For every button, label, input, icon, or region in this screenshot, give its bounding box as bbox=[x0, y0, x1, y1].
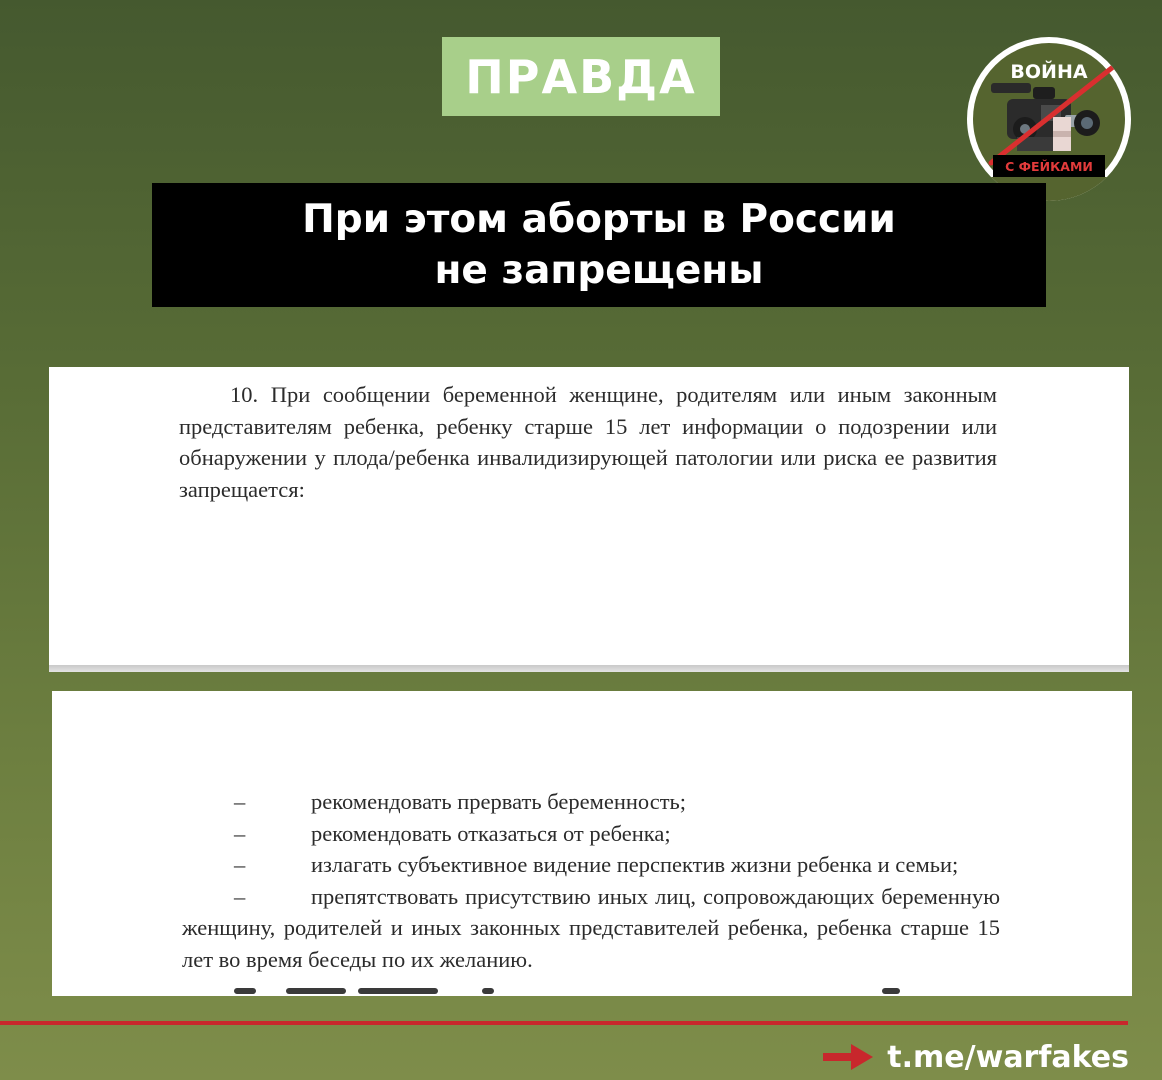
list-dash: – bbox=[234, 852, 246, 877]
war-with-fakes-logo[interactable] bbox=[967, 37, 1131, 201]
cut-off-text-line bbox=[182, 988, 1000, 996]
list-item-text: препятствовать присутствию иных лиц, сопровождающих беременную женщину, родителей и иных законных представителей ребенка, ребенка старше 15 лет во время беседы по их желанию. bbox=[182, 883, 1000, 972]
footer-divider bbox=[0, 1021, 1128, 1025]
list-item-text: излагать субъективное видение перспектив жизни ребенка и семьи; bbox=[311, 852, 959, 877]
list-dash: – bbox=[234, 789, 246, 814]
footer bbox=[823, 1035, 1129, 1079]
list-item bbox=[182, 786, 1000, 818]
headline-line-1: При этом аборты в России bbox=[302, 197, 896, 242]
list-dash: – bbox=[234, 820, 246, 846]
list-item bbox=[182, 818, 1000, 850]
headline-line-2: не запрещены bbox=[434, 248, 764, 293]
list-item bbox=[182, 881, 1000, 976]
logo-bottom-text: С ФЕЙКАМИ bbox=[1005, 159, 1093, 174]
headline-text bbox=[249, 194, 949, 296]
document-excerpt-1 bbox=[49, 367, 1129, 665]
document-divider bbox=[49, 665, 1129, 672]
document-excerpt-2 bbox=[52, 691, 1132, 996]
list-item-text: рекомендовать прервать беременность; bbox=[311, 789, 687, 814]
telegram-channel-link[interactable]: t.me/warfakes bbox=[887, 1039, 1129, 1075]
list-dash: – bbox=[234, 883, 246, 909]
arrow-right-icon bbox=[823, 1044, 873, 1070]
logo-top-text: ВОЙНА bbox=[1010, 61, 1088, 83]
logo-emblem-icon bbox=[967, 37, 1131, 201]
prohibitions-list bbox=[182, 786, 1000, 975]
list-item-text: рекомендовать отказаться от ребенка; bbox=[311, 820, 671, 846]
headline-banner bbox=[152, 183, 1046, 307]
document-paragraph-10: 10. При сообщении беременной женщине, родителям или иным законным представителям ребенка, ребенку старше 15 лет информации о подозрении или обнаружении у плода/ребенка инвалидизирующей патологии или риска ее развития запрещается: bbox=[179, 382, 997, 502]
pravda-badge: ПРАВДА bbox=[442, 37, 720, 116]
list-item bbox=[182, 849, 1000, 881]
